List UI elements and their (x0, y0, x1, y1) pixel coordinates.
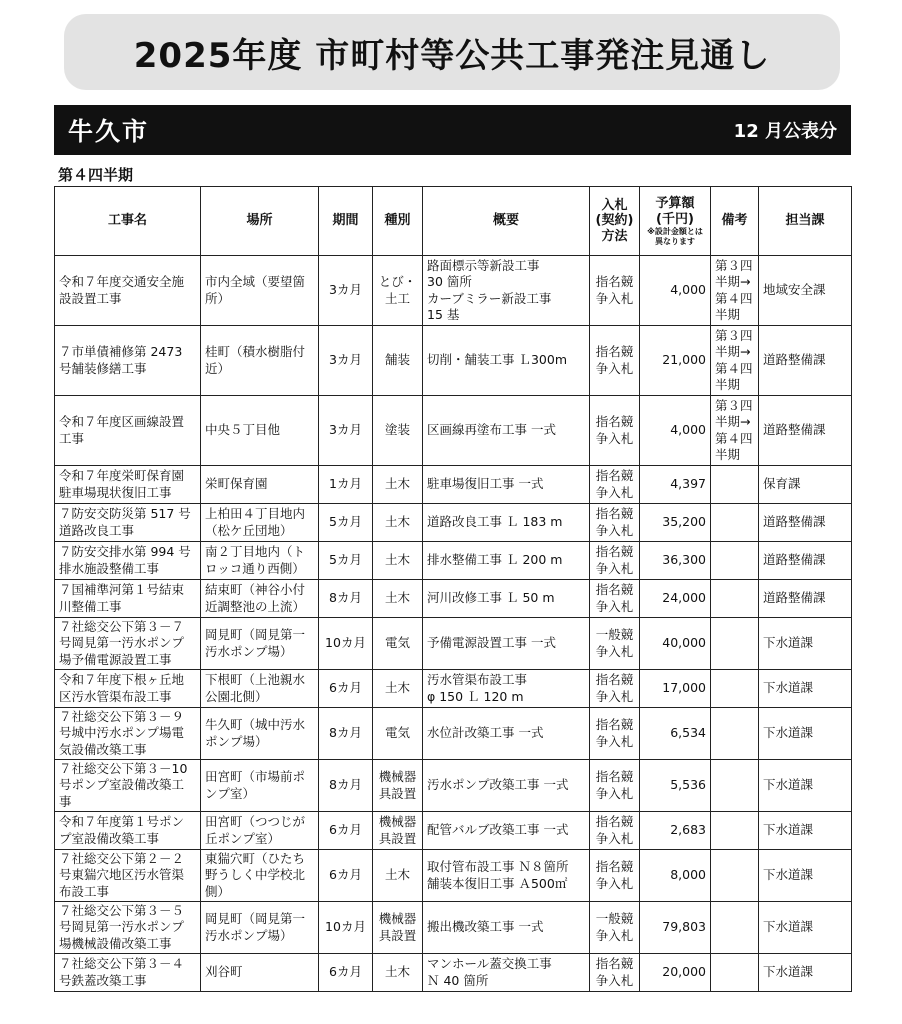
col-header-period: 期間 (319, 187, 373, 256)
cell-period: 1カ月 (319, 466, 373, 504)
cell-remarks (711, 850, 759, 902)
cell-remarks (711, 504, 759, 542)
works-table (54, 186, 852, 992)
cell-category: 機械器具設置 (373, 902, 423, 954)
cell-category: 舗装 (373, 326, 423, 396)
cell-period: 10カ月 (319, 902, 373, 954)
cell-bid-method: 指名競争入札 (590, 954, 640, 992)
col-header-name: 工事名 (55, 187, 201, 256)
cell-name: ７市単債補修第 2473 号舗装修繕工事 (55, 326, 201, 396)
cell-department: 道路整備課 (759, 396, 852, 466)
cell-remarks (711, 670, 759, 708)
cell-location: 中央５丁目他 (201, 396, 319, 466)
cell-period: 8カ月 (319, 708, 373, 760)
cell-remarks (711, 542, 759, 580)
cell-department: 下水道課 (759, 902, 852, 954)
title-banner (64, 14, 840, 90)
cell-location: 牛久町（城中汚水ポンプ場） (201, 708, 319, 760)
cell-category: 機械器具設置 (373, 812, 423, 850)
table-row (55, 396, 852, 466)
city-header-bar (54, 105, 851, 155)
cell-name: ７国補準河第１号結束川整備工事 (55, 580, 201, 618)
cell-bid-method: 指名競争入札 (590, 812, 640, 850)
cell-budget: 4,000 (640, 256, 711, 326)
cell-bid-method: 指名競争入札 (590, 256, 640, 326)
cell-category: とび・土工 (373, 256, 423, 326)
cell-location: 田宮町（市場前ポンプ室） (201, 760, 319, 812)
cell-name: 令和７年度下根ヶ丘地区汚水管渠布設工事 (55, 670, 201, 708)
cell-remarks (711, 902, 759, 954)
cell-name: 令和７年度第１号ポンプ室設備改築工事 (55, 812, 201, 850)
bid-method-label: 入札 (契約) 方法 (595, 197, 634, 244)
cell-remarks (711, 760, 759, 812)
cell-location: 栄町保育園 (201, 466, 319, 504)
cell-category: 土木 (373, 954, 423, 992)
table-row (55, 326, 852, 396)
cell-remarks (711, 466, 759, 504)
table-row (55, 760, 852, 812)
cell-location: 田宮町（つつじが丘ポンプ室） (201, 812, 319, 850)
cell-bid-method: 指名競争入札 (590, 850, 640, 902)
quarter-label: 第４四半期 (58, 166, 134, 184)
cell-summary: 配管バルブ改築工事 一式 (423, 812, 590, 850)
cell-category: 電気 (373, 708, 423, 760)
col-header-category: 種別 (373, 187, 423, 256)
cell-remarks (711, 954, 759, 992)
cell-period: 5カ月 (319, 542, 373, 580)
cell-name: ７社総交公下第３－７号岡見第一汚水ポンプ場予備電源設置工事 (55, 618, 201, 670)
cell-summary: 路面標示等新設工事 30 箇所 カーブミラー新設工事 15 基 (423, 256, 590, 326)
table-row (55, 542, 852, 580)
table-row (55, 812, 852, 850)
cell-bid-method: 指名競争入札 (590, 466, 640, 504)
cell-remarks (711, 580, 759, 618)
cell-budget: 4,397 (640, 466, 711, 504)
cell-department: 下水道課 (759, 954, 852, 992)
cell-period: 6カ月 (319, 812, 373, 850)
cell-name: 令和７年度交通安全施設設置工事 (55, 256, 201, 326)
table-row (55, 466, 852, 504)
col-header-remarks: 備考 (711, 187, 759, 256)
cell-summary: 予備電源設置工事 一式 (423, 618, 590, 670)
cell-bid-method: 指名競争入札 (590, 670, 640, 708)
cell-location: 岡見町（岡見第一汚水ポンプ場） (201, 902, 319, 954)
cell-location: 上柏田４丁目地内（松ケ丘団地） (201, 504, 319, 542)
cell-budget: 17,000 (640, 670, 711, 708)
page-title: 2025年度 市町村等公共工事発注見通し (133, 35, 771, 76)
cell-budget: 35,200 (640, 504, 711, 542)
table-row (55, 850, 852, 902)
cell-remarks (711, 618, 759, 670)
cell-location: 刈谷町 (201, 954, 319, 992)
cell-bid-method: 指名競争入札 (590, 760, 640, 812)
cell-summary: 汚水管渠布設工事 φ 150 Ｌ 120 m (423, 670, 590, 708)
cell-summary: 駐車場復旧工事 一式 (423, 466, 590, 504)
table-body (55, 256, 852, 992)
cell-category: 土木 (373, 670, 423, 708)
cell-period: 3カ月 (319, 256, 373, 326)
col-header-bid-method (590, 187, 640, 256)
cell-summary: 排水整備工事 Ｌ 200 m (423, 542, 590, 580)
cell-category: 土木 (373, 580, 423, 618)
cell-budget: 20,000 (640, 954, 711, 992)
cell-period: 6カ月 (319, 670, 373, 708)
cell-summary: 搬出機改築工事 一式 (423, 902, 590, 954)
cell-budget: 4,000 (640, 396, 711, 466)
cell-department: 下水道課 (759, 670, 852, 708)
cell-budget: 2,683 (640, 812, 711, 850)
cell-remarks: 第３四半期→第４四半期 (711, 326, 759, 396)
cell-bid-method: 指名競争入札 (590, 542, 640, 580)
cell-bid-method: 指名競争入札 (590, 580, 640, 618)
cell-department: 地域安全課 (759, 256, 852, 326)
cell-location: 市内全域（要望箇所） (201, 256, 319, 326)
cell-bid-method: 指名競争入札 (590, 504, 640, 542)
col-header-budget (640, 187, 711, 256)
cell-department: 道路整備課 (759, 542, 852, 580)
cell-department: 道路整備課 (759, 504, 852, 542)
cell-bid-method: 指名競争入札 (590, 708, 640, 760)
table-row (55, 954, 852, 992)
cell-location: 岡見町（岡見第一汚水ポンプ場） (201, 618, 319, 670)
cell-period: 10カ月 (319, 618, 373, 670)
cell-location: 結束町（神谷小付近調整池の上流） (201, 580, 319, 618)
cell-period: 8カ月 (319, 760, 373, 812)
cell-department: 下水道課 (759, 812, 852, 850)
table-row (55, 670, 852, 708)
cell-name: ７防安交防災第 517 号道路改良工事 (55, 504, 201, 542)
table-row (55, 618, 852, 670)
budget-note: ※設計金額とは異なります (647, 227, 703, 246)
cell-summary: 道路改良工事 Ｌ 183 m (423, 504, 590, 542)
cell-budget: 8,000 (640, 850, 711, 902)
cell-name: ７社総交公下第３－４号鉄蓋改築工事 (55, 954, 201, 992)
cell-summary: 取付管布設工事 Ｎ８箇所 舗装本復旧工事 Ａ500㎡ (423, 850, 590, 902)
cell-department: 保育課 (759, 466, 852, 504)
cell-department: 道路整備課 (759, 580, 852, 618)
cell-summary: 水位計改築工事 一式 (423, 708, 590, 760)
cell-name: ７社総交公下第２－２号東猯穴地区汚水管渠布設工事 (55, 850, 201, 902)
cell-summary: 河川改修工事 Ｌ 50 m (423, 580, 590, 618)
cell-remarks (711, 812, 759, 850)
cell-category: 土木 (373, 542, 423, 580)
cell-summary: マンホール蓋交換工事 Ｎ 40 箇所 (423, 954, 590, 992)
cell-category: 塗装 (373, 396, 423, 466)
cell-category: 土木 (373, 466, 423, 504)
cell-name: ７社総交公下第３－５号岡見第一汚水ポンプ場機械設備改築工事 (55, 902, 201, 954)
cell-bid-method: 指名競争入札 (590, 326, 640, 396)
publication-date: 12 月公表分 (733, 121, 837, 142)
cell-budget: 21,000 (640, 326, 711, 396)
cell-department: 下水道課 (759, 850, 852, 902)
cell-name: ７社総交公下第３－10 号ポンプ室設備改築工事 (55, 760, 201, 812)
cell-category: 電気 (373, 618, 423, 670)
cell-category: 土木 (373, 850, 423, 902)
col-header-location: 場所 (201, 187, 319, 256)
cell-location: 東猯穴町（ひたち野うしく中学校北側） (201, 850, 319, 902)
cell-budget: 79,803 (640, 902, 711, 954)
cell-department: 下水道課 (759, 618, 852, 670)
cell-name: ７防安交排水第 994 号排水施設整備工事 (55, 542, 201, 580)
col-header-department: 担当課 (759, 187, 852, 256)
cell-name: ７社総交公下第３－９号城中汚水ポンプ場電気設備改築工事 (55, 708, 201, 760)
cell-bid-method: 一般競争入札 (590, 902, 640, 954)
cell-budget: 5,536 (640, 760, 711, 812)
table-header-row (55, 187, 852, 256)
cell-period: 6カ月 (319, 954, 373, 992)
cell-budget: 24,000 (640, 580, 711, 618)
cell-remarks (711, 708, 759, 760)
cell-period: 5カ月 (319, 504, 373, 542)
cell-remarks: 第３四半期→第４四半期 (711, 256, 759, 326)
cell-location: 桂町（積水樹脂付近） (201, 326, 319, 396)
cell-department: 下水道課 (759, 708, 852, 760)
table-row (55, 902, 852, 954)
cell-period: 6カ月 (319, 850, 373, 902)
cell-location: 南２丁目地内（トロッコ通り西側） (201, 542, 319, 580)
table-row (55, 256, 852, 326)
cell-category: 土木 (373, 504, 423, 542)
table-row (55, 580, 852, 618)
cell-bid-method: 一般競争入札 (590, 618, 640, 670)
cell-budget: 40,000 (640, 618, 711, 670)
cell-name: 令和７年度区画線設置工事 (55, 396, 201, 466)
cell-department: 下水道課 (759, 760, 852, 812)
cell-budget: 36,300 (640, 542, 711, 580)
cell-bid-method: 指名競争入札 (590, 396, 640, 466)
cell-budget: 6,534 (640, 708, 711, 760)
cell-summary: 区画線再塗布工事 一式 (423, 396, 590, 466)
col-header-summary: 概要 (423, 187, 590, 256)
budget-label: 予算額 (千円) (655, 196, 695, 227)
cell-department: 道路整備課 (759, 326, 852, 396)
city-name: 牛久市 (68, 117, 150, 146)
table-row (55, 504, 852, 542)
table-row (55, 708, 852, 760)
cell-name: 令和７年度栄町保育園駐車場現状復旧工事 (55, 466, 201, 504)
cell-period: 3カ月 (319, 326, 373, 396)
cell-category: 機械器具設置 (373, 760, 423, 812)
cell-period: 8カ月 (319, 580, 373, 618)
cell-remarks: 第３四半期→第４四半期 (711, 396, 759, 466)
cell-location: 下根町（上池親水公園北側） (201, 670, 319, 708)
cell-summary: 汚水ポンプ改築工事 一式 (423, 760, 590, 812)
cell-summary: 切削・舗装工事 Ｌ300m (423, 326, 590, 396)
cell-period: 3カ月 (319, 396, 373, 466)
